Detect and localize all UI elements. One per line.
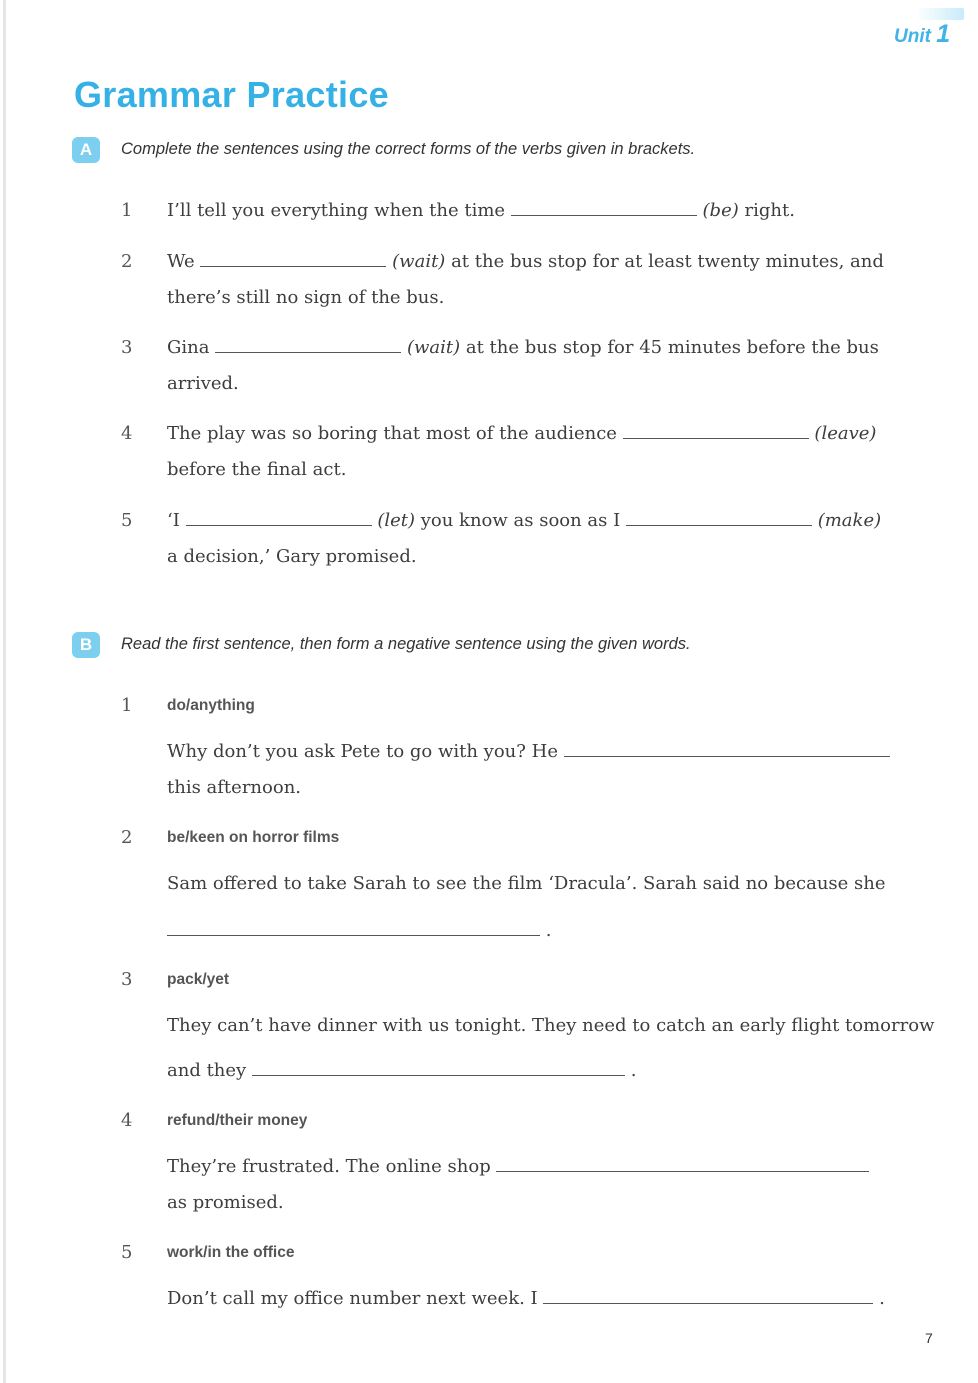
page-edge xyxy=(3,0,6,1383)
section-b-badge: B xyxy=(72,632,100,658)
question-number: 2 xyxy=(121,827,133,848)
question-number: 4 xyxy=(121,1110,133,1131)
question-continuation: a decision,’ Gary promised. xyxy=(167,546,417,567)
answer-blank[interactable] xyxy=(496,1157,869,1172)
answer-blank[interactable] xyxy=(215,338,401,353)
section-a-instruction: Complete the sentences using the correct forms of the verbs given in brackets. xyxy=(121,140,696,158)
word-cue: do/anything xyxy=(167,697,255,714)
word-cue: work/in the office xyxy=(167,1244,295,1261)
question-line: Why don’t you ask Pete to go with you? He xyxy=(167,741,890,762)
question-line: They’re frustrated. The online shop xyxy=(167,1156,869,1177)
unit-number: 1 xyxy=(936,20,951,48)
word-cue: be/keen on horror films xyxy=(167,829,340,846)
question-line: I’ll tell you everything when the time (be) right. xyxy=(167,200,795,221)
unit-label: Unit 1 xyxy=(894,20,951,48)
verb-hint: (leave) xyxy=(814,423,877,444)
question-number: 3 xyxy=(121,969,133,990)
question-line: Sam offered to take Sarah to see the film ‘Dracula’. Sarah said no because she xyxy=(167,873,886,894)
question-number: 3 xyxy=(121,337,133,358)
question-continuation: and they . xyxy=(167,1060,637,1081)
verb-hint: (let) xyxy=(377,510,415,531)
question-line: The play was so boring that most of the audience (leave) xyxy=(167,423,877,444)
answer-blank[interactable] xyxy=(623,424,809,439)
question-line: Don’t call my office number next week. I . xyxy=(167,1288,885,1309)
word-cue: pack/yet xyxy=(167,971,230,988)
verb-hint: (be) xyxy=(702,200,739,221)
verb-hint: (wait) xyxy=(406,337,461,358)
word-cue: refund/their money xyxy=(167,1112,308,1129)
section-b-instruction: Read the first sentence, then form a negative sentence using the given words. xyxy=(121,635,691,653)
question-number: 2 xyxy=(121,251,133,272)
question-line: Gina (wait) at the bus stop for 45 minutes before the bus xyxy=(167,337,879,358)
question-continuation: this afternoon. xyxy=(167,777,302,798)
question-continuation: there’s still no sign of the bus. xyxy=(167,287,445,308)
page-title: Grammar Practice xyxy=(74,74,389,115)
unit-tab xyxy=(916,8,964,20)
section-a-badge: A xyxy=(72,137,100,163)
question-line: They can’t have dinner with us tonight. They need to catch an early flight tomorrow xyxy=(167,1015,935,1036)
question-continuation: as promised. xyxy=(167,1192,284,1213)
question-continuation: arrived. xyxy=(167,373,239,394)
answer-blank[interactable] xyxy=(626,511,812,526)
verb-hint: (make) xyxy=(817,510,882,531)
verb-hint: (wait) xyxy=(392,251,446,272)
question-number: 1 xyxy=(121,695,133,716)
question-continuation: . xyxy=(167,920,551,941)
question-line: ‘I (let) you know as soon as I (make) xyxy=(167,510,882,531)
question-continuation: before the final act. xyxy=(167,459,347,480)
answer-blank[interactable] xyxy=(186,511,372,526)
question-number: 5 xyxy=(121,1242,133,1263)
answer-blank[interactable] xyxy=(200,252,386,267)
question-line: We (wait) at the bus stop for at least twenty minutes, and xyxy=(167,251,884,272)
question-number: 5 xyxy=(121,510,133,531)
answer-blank[interactable] xyxy=(543,1289,873,1304)
question-number: 1 xyxy=(121,200,133,221)
answer-blank[interactable] xyxy=(167,921,540,936)
answer-blank[interactable] xyxy=(252,1061,625,1076)
answer-blank[interactable] xyxy=(511,201,697,216)
answer-blank[interactable] xyxy=(564,742,890,757)
question-number: 4 xyxy=(121,423,133,444)
page-number: 7 xyxy=(925,1330,933,1346)
